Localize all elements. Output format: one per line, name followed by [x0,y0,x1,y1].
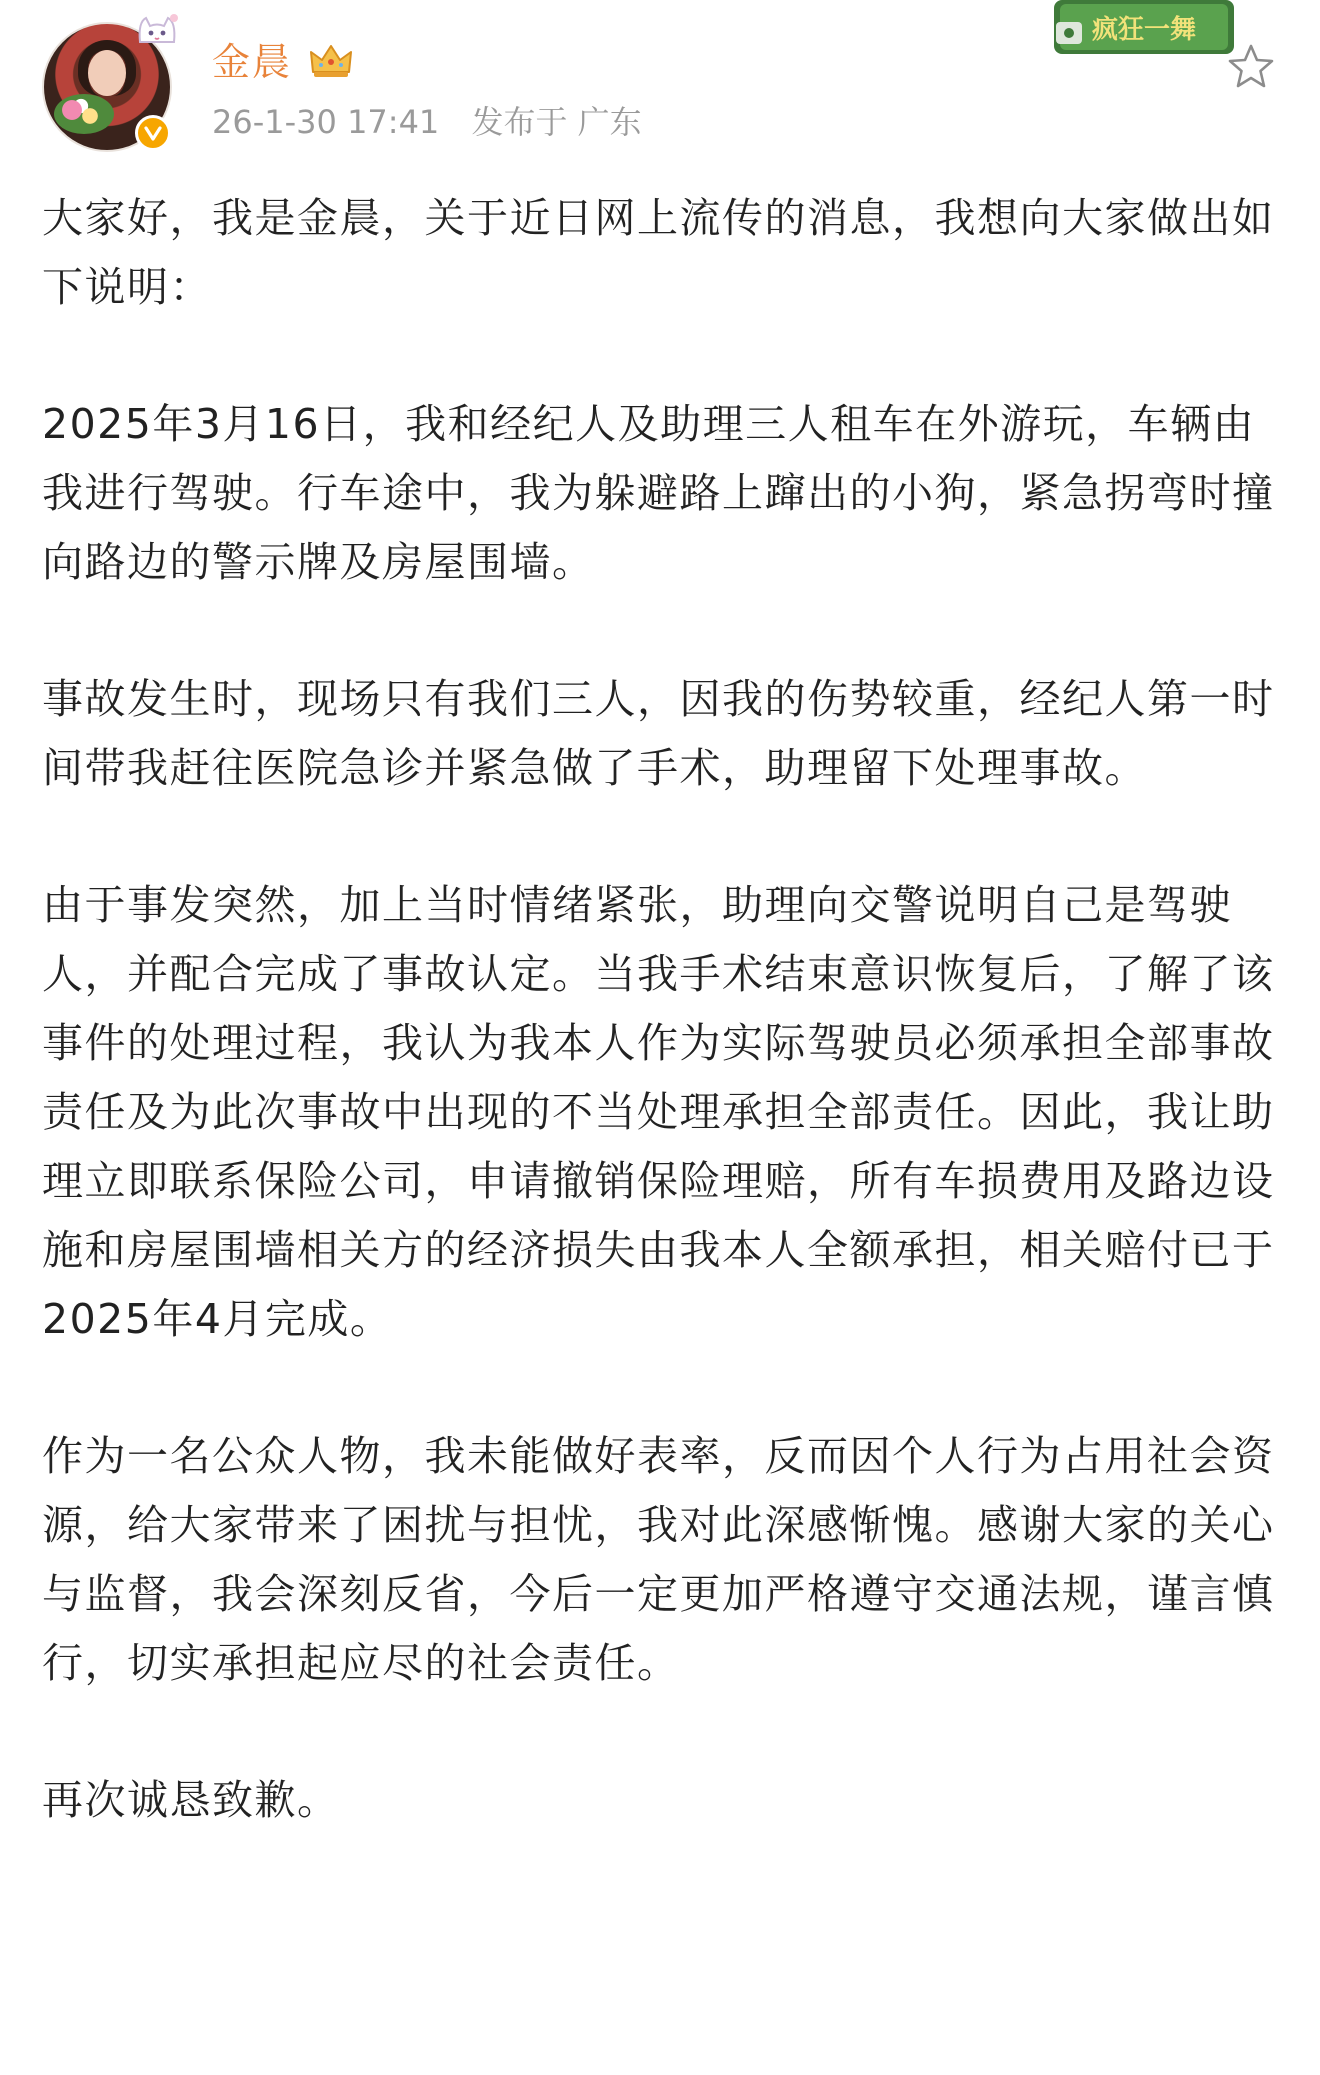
post-paragraph: 由于事发突然，加上当时情绪紧张，助理向交警说明自己是驾驶人，并配合完成了事故认定。当我手术结束意识恢复后，了解了该事件的处理过程，我认为我本人作为实际驾驶员必须承担全部事故责任及为此次事故中出现的不当处理承担全部责任。因此，我让助理立即联系保险公司，申请撤销保险理赔，所有车损费用及路边设施和房屋围墙相关方的经济损失由我本人全额承担，相关赔付已于2025年4月完成。 [42,881,1275,1343]
avatar-container[interactable] [42,22,172,152]
post-date: 26-1-30 17:41 [212,103,440,141]
username[interactable]: 金晨 [212,40,293,84]
post-paragraph: 2025年3月16日，我和经纪人及助理三人租车在外游玩，车辆由我进行驾驶。行车途中，我为躲避路上蹿出的小狗，紧急拐弯时撞向路边的警示牌及房屋围墙。 [42,400,1275,586]
avatar-face [88,50,126,96]
post-paragraph: 事故发生时，现场只有我们三人，因我的伤势较重，经纪人第一时间带我赶往医院急诊并紧急做了手术，助理留下处理事故。 [42,675,1275,792]
avatar-flowers [54,94,114,134]
badge-decoration [1052,0,1236,58]
badge-decoration-text: 疯狂一舞 [1092,15,1197,45]
post-location: 发布于 广东 [471,103,642,141]
post-paragraph: 大家好，我是金晨，关于近日网上流传的消息，我想向大家做出如下说明： [42,194,1275,311]
post-paragraph: 再次诚恳致歉。 [42,1776,340,1824]
verified-badge-icon [135,115,171,151]
crown-icon [308,40,354,80]
post-header [0,0,1320,170]
post-meta [212,102,664,142]
post-body [42,184,1282,1835]
star-icon[interactable] [1226,42,1276,92]
post-paragraph: 作为一名公众人物，我未能做好表率，反而因个人行为占用社会资源，给大家带来了困扰与担忧，我对此深感惭愧。感谢大家的关心与监督，我会深刻反省，今后一定更加严格遵守交通法规，谨言慎行，切实承担起应尽的社会责任。 [42,1432,1275,1687]
cat-decoration-icon [134,12,180,46]
